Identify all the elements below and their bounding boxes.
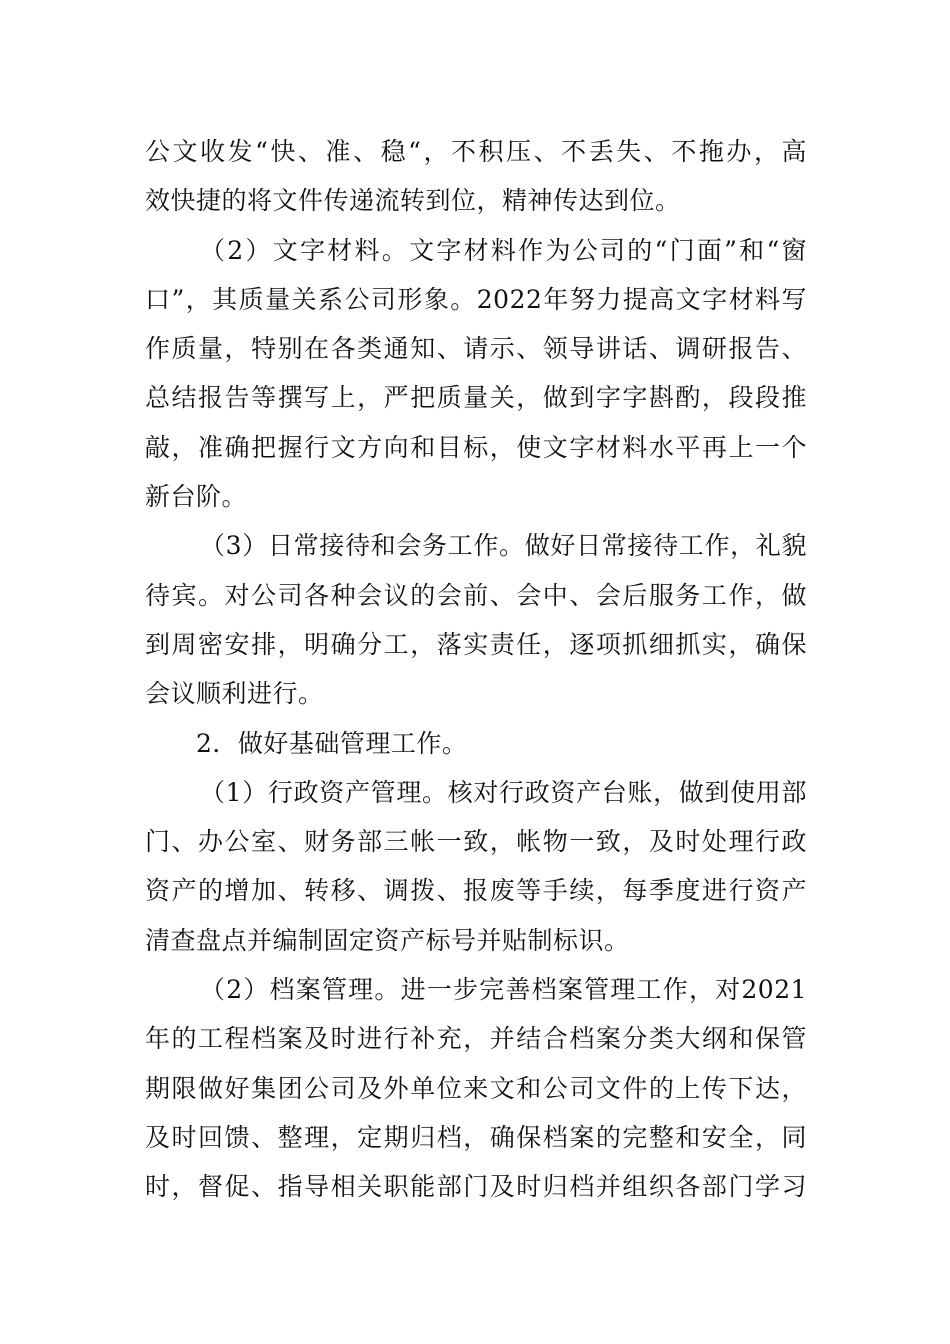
text-line: 时，督促、指导相关职能部门及时归档并组织各部门学习 (145, 1172, 807, 1202)
text-line: 门、办公室、财务部三帐一致，帐物一致，及时处理行政 (145, 827, 807, 857)
text-line: 资产的增加、转移、调拨、报废等手续，每季度进行资产 (145, 876, 807, 906)
text-line: 口”，其质量关系公司形象。2022年努力提高文字材料写 (145, 284, 807, 314)
text-line: （2）档案管理。进一步完善档案管理工作，对2021 (200, 975, 807, 1005)
section-heading: 2．做好基础管理工作。 (196, 728, 468, 758)
text-line: 总结报告等撰写上，严把质量关，做到字字斟酌，段段推 (145, 383, 807, 413)
body-text (145, 127, 807, 1212)
text-line: （2）文字材料。文字材料作为公司的“门面”和“窗 (200, 235, 807, 265)
text-line: 及时回馈、整理，定期归档，确保档案的完整和安全，同 (145, 1122, 807, 1152)
text-line: 待宾。对公司各种会议的会前、会中、会后服务工作，做 (145, 580, 807, 610)
text-line: 作质量，特别在各类通知、请示、领导讲话、调研报告、 (145, 334, 807, 364)
text-line: （3）日常接待和会务工作。做好日常接待工作，礼貌 (200, 531, 807, 561)
text-line: 清查盘点并编制固定资产标号并贴制标识。 (145, 925, 630, 955)
text-line: （1）行政资产管理。核对行政资产台账，做到使用部 (200, 777, 807, 807)
text-line: 到周密安排，明确分工，落实责任，逐项抓细抓实，确保 (145, 629, 807, 659)
text-line: 年的工程档案及时进行补充，并结合档案分类大纲和保管 (145, 1024, 807, 1054)
text-line: 敲，准确把握行文方向和目标，使文字材料水平再上一个 (145, 432, 807, 462)
text-line: 公文收发“快、准、稳“，不积压、不丢失、不拖办，高 (145, 137, 807, 166)
text-line: 新台阶。 (145, 482, 248, 512)
text-line: 效快捷的将文件传递流转到位，精神传达到位。 (145, 186, 681, 216)
text-line: 期限做好集团公司及外单位来文和公司文件的上传下达， (145, 1073, 807, 1103)
text-line: 会议顺利进行。 (145, 679, 324, 709)
